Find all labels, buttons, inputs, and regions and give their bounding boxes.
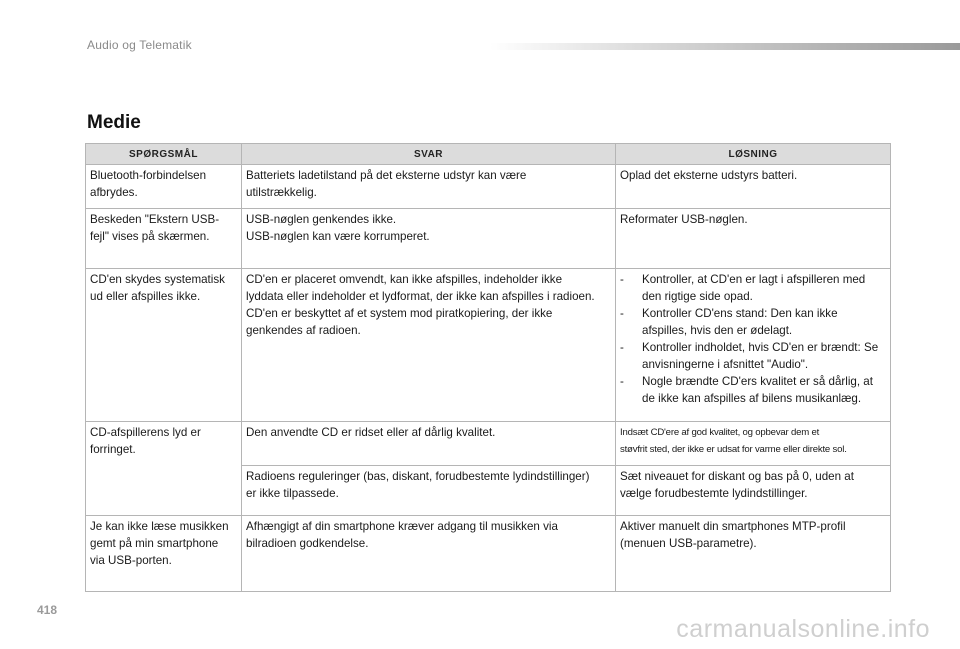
troubleshooting-table xyxy=(85,143,891,592)
question-line: Beskeden "Ekstern USB- xyxy=(90,213,220,226)
solution-line: Kontroller, at CD'en er lagt i afspilleren med xyxy=(642,273,866,286)
answer-line: er ikke tilpassede. xyxy=(246,487,339,500)
header-decorative-bar xyxy=(490,43,960,50)
solution-cell xyxy=(616,165,891,209)
answer-line: Den anvendte CD er ridset eller af dårlig kvalitet. xyxy=(246,426,496,439)
column-header-question: SPØRGSMÅL xyxy=(86,144,242,165)
solution-cell xyxy=(616,422,891,466)
list-dash: - xyxy=(620,375,624,388)
page-title: Medie xyxy=(87,112,141,133)
answer-line: Batteriets ladetilstand på det eksterne udstyr kan være xyxy=(246,169,527,182)
solution-step xyxy=(620,305,886,339)
answer-line: CD'en er placeret omvendt, kan ikke afspilles, indeholder ikke xyxy=(246,273,563,286)
solution-step xyxy=(620,271,886,305)
solution-steps-list xyxy=(620,271,886,407)
table-row xyxy=(86,422,891,466)
column-header-solution: LØSNING xyxy=(616,144,891,165)
solution-line: Kontroller CD'ens stand: Den kan ikke xyxy=(642,307,838,320)
question-line: Bluetooth-forbindelsen xyxy=(90,169,207,182)
column-header-answer: SVAR xyxy=(242,144,616,165)
solution-line: Indsæt CD'ere af god kvalitet, og opbevar dem et xyxy=(620,427,820,438)
answer-cell xyxy=(242,422,616,466)
list-dash: - xyxy=(620,273,624,286)
answer-cell xyxy=(242,209,616,269)
solution-line: den rigtige side opad. xyxy=(642,290,753,303)
solution-step xyxy=(620,339,886,373)
table-header-row xyxy=(86,144,891,165)
answer-line: bilradioen godkendelse. xyxy=(246,537,369,550)
table-row xyxy=(86,209,891,269)
question-cell xyxy=(86,422,242,516)
table-row xyxy=(86,516,891,592)
solution-line: Reformater USB-nøglen. xyxy=(620,213,748,226)
solution-cell xyxy=(616,516,891,592)
table-row xyxy=(86,165,891,209)
question-cell xyxy=(86,165,242,209)
answer-line: USB-nøglen kan være korrumperet. xyxy=(246,230,430,243)
question-line: CD-afspillerens lyd er xyxy=(90,426,201,439)
question-line: afbrydes. xyxy=(90,186,138,199)
answer-cell xyxy=(242,165,616,209)
answer-line: CD'en er beskyttet af et system mod piratkopiering, der ikke xyxy=(246,307,553,320)
watermark: carmanualsonline.info xyxy=(676,615,930,643)
solution-step xyxy=(620,373,886,407)
answer-line: lyddata eller indeholder et lydformat, der ikke kan afspilles i radioen. xyxy=(246,290,595,303)
question-line: forringet. xyxy=(90,443,136,456)
solution-line: Oplad det eksterne udstyrs batteri. xyxy=(620,169,798,182)
list-dash: - xyxy=(620,307,624,320)
solution-line: Aktiver manuelt din smartphones MTP-profil xyxy=(620,520,846,533)
answer-cell xyxy=(242,269,616,422)
answer-line: USB-nøglen genkendes ikke. xyxy=(246,213,397,226)
table-row xyxy=(86,269,891,422)
solution-line: anvisningerne i afsnittet "Audio". xyxy=(642,358,809,371)
solution-line: Sæt niveauet for diskant og bas på 0, uden at xyxy=(620,470,854,483)
answer-cell xyxy=(242,516,616,592)
answer-line: Afhængigt af din smartphone kræver adgang til musikken via xyxy=(246,520,558,533)
page-number: 418 xyxy=(37,603,58,617)
solution-line: Kontroller indholdet, hvis CD'en er brændt: Se xyxy=(642,341,879,354)
question-line: gemt på min smartphone xyxy=(90,537,219,550)
solution-cell xyxy=(616,209,891,269)
question-line: CD'en skydes systematisk xyxy=(90,273,225,286)
question-line: via USB-porten. xyxy=(90,554,172,567)
solution-line: Nogle brændte CD'ers kvalitet er så dårlig, at xyxy=(642,375,873,388)
answer-line: Radioens reguleringer (bas, diskant, forudbestemte lydindstillinger) xyxy=(246,470,590,483)
solution-line: støvfrit sted, der ikke er udsat for varme eller direkte sol. xyxy=(620,444,847,455)
question-cell xyxy=(86,269,242,422)
solution-line: (menuen USB-parametre). xyxy=(620,537,757,550)
question-line: fejl" vises på skærmen. xyxy=(90,230,210,243)
solution-line: afspilles, hvis den er ødelagt. xyxy=(642,324,793,337)
question-line: Je kan ikke læse musikken xyxy=(90,520,229,533)
answer-line: utilstrækkelig. xyxy=(246,186,317,199)
solution-line: de ikke kan afspilles af bilens musikanlæg. xyxy=(642,392,862,405)
solution-cell xyxy=(616,269,891,422)
question-cell xyxy=(86,516,242,592)
answer-line: genkendes af radioen. xyxy=(246,324,361,337)
answer-cell xyxy=(242,466,616,516)
question-line: ud eller afspilles ikke. xyxy=(90,290,201,303)
question-cell xyxy=(86,209,242,269)
solution-cell xyxy=(616,466,891,516)
list-dash: - xyxy=(620,341,624,354)
solution-line: vælge forudbestemte lydindstillinger. xyxy=(620,487,808,500)
section-header: Audio og Telematik xyxy=(87,38,192,52)
